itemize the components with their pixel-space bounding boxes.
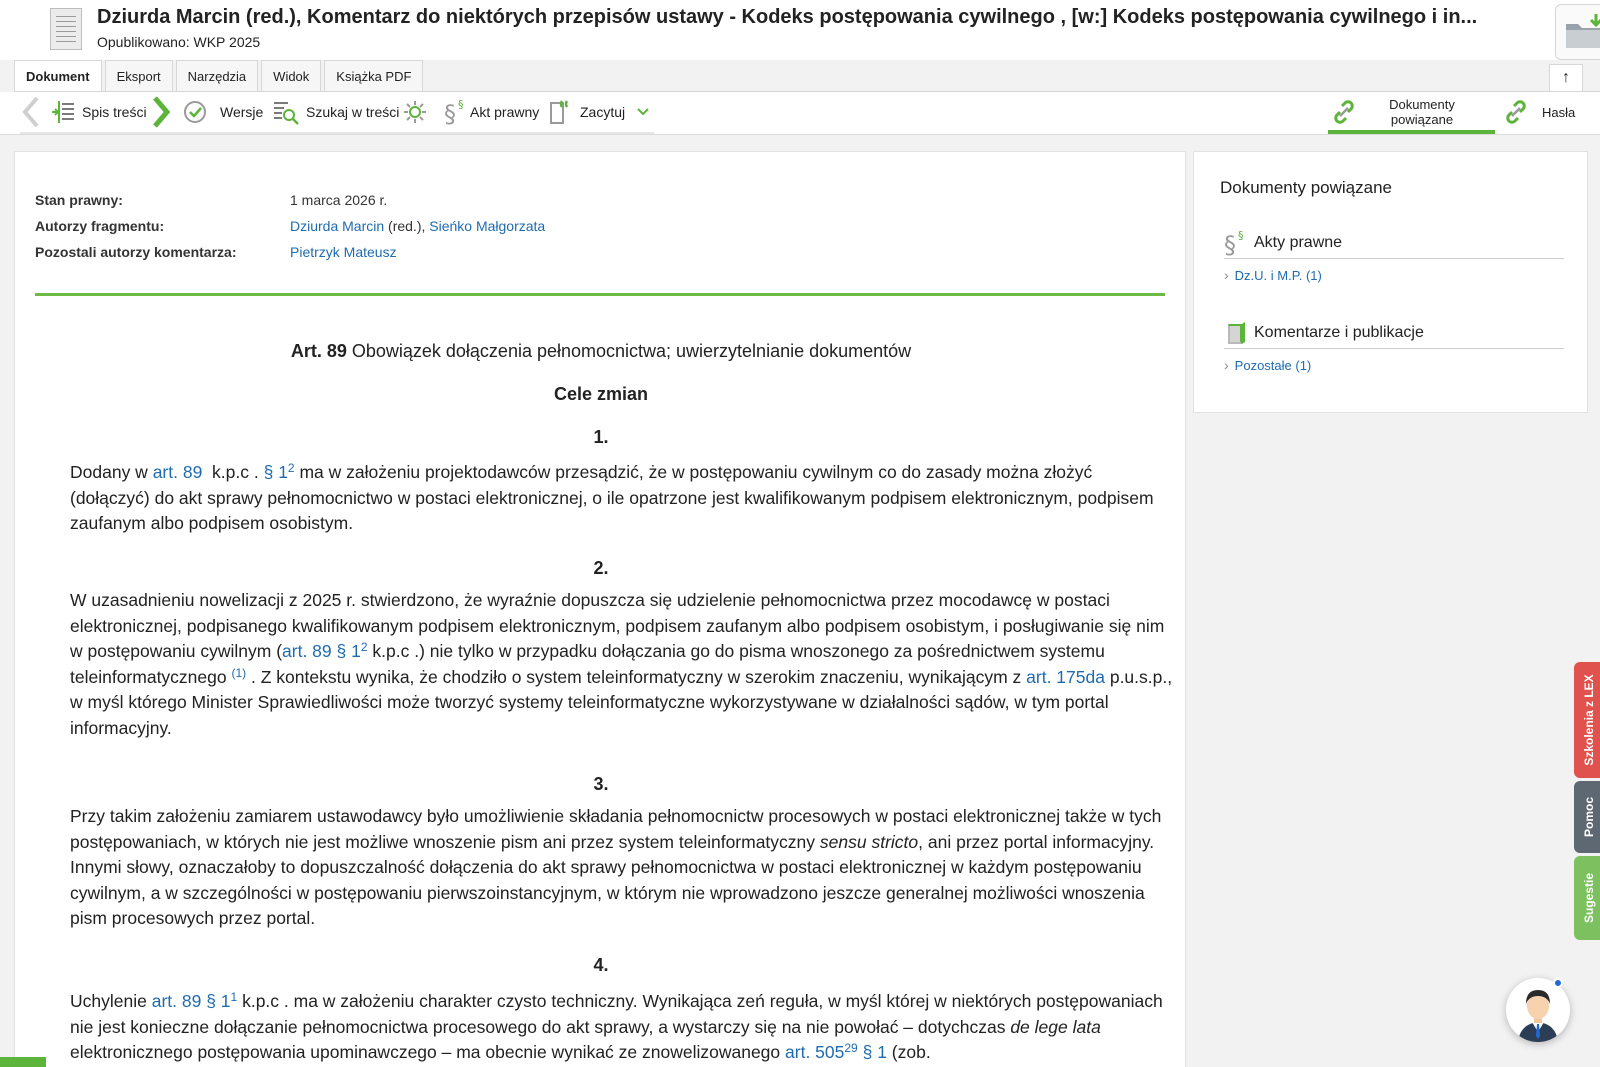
sidebar-item-dzu[interactable] [1224, 267, 1564, 283]
link-icon [1330, 98, 1358, 126]
versions-label: Wersje [220, 104, 264, 120]
folder-button[interactable] [1555, 4, 1600, 60]
section-number: 2. [593, 558, 609, 578]
svg-text:§: § [1238, 228, 1244, 242]
emphasis: sensu stricto [819, 831, 919, 852]
book-icon [1224, 320, 1248, 346]
text: (zob. [886, 1042, 931, 1063]
chevron-left-icon [20, 95, 42, 129]
other-authors-key: Pozostali autorzy komentarza: [35, 244, 237, 260]
highlight-button[interactable] [402, 92, 428, 132]
author-link[interactable]: Pietrzyk Mateusz [290, 244, 397, 260]
search-in-text-button[interactable] [272, 92, 399, 132]
keywords-button[interactable] [1502, 92, 1575, 132]
paragraph-icon [1224, 228, 1248, 258]
help-label: Pomoc [1582, 796, 1596, 838]
toolbar-underline [20, 132, 654, 134]
related-docs-active-indicator [1328, 130, 1495, 134]
search-text-icon [272, 99, 300, 125]
arrow-up-icon: ↑ [1562, 69, 1570, 86]
document-metadata [35, 192, 545, 270]
text: k.p.c . [202, 462, 264, 482]
author-link[interactable]: Sieńko Małgorzata [429, 218, 546, 234]
text: Przy takim założeniu zamiarem ustawodawcy było umożliwienie składania pełnomocnictw procesowych w postaci elektronicznej także w tych postępowaniach, w których nie jest możliwe wnoszenie pism ani przez system teleinformatyczny [70, 806, 1162, 852]
assistant-avatar[interactable] [1506, 978, 1570, 1042]
section-heading: Cele zmian [553, 384, 649, 404]
author-link[interactable]: Dziurda Marcin [290, 218, 385, 234]
document-thumbnail-icon [50, 8, 82, 50]
commentaries-group [1224, 317, 1564, 373]
chevron-right-icon: › [1224, 267, 1229, 283]
paragraph-1 [70, 460, 1175, 537]
versions-button[interactable] [182, 92, 263, 132]
notification-dot [1553, 978, 1563, 988]
text: . Z kontekstu wynika, że chodziło o system teleinformatyczny w szerokim znaczeniu, wynikającym z [246, 666, 1027, 687]
publication-info: Opublikowano: WKP 2025 [97, 34, 261, 50]
legal-acts-label: Akty prawne [1254, 233, 1343, 251]
article-title [15, 341, 1187, 362]
folder-download-icon [1560, 8, 1600, 58]
text: k.p.c . ma w założeniu charakter czysto techniczny. Wynikająca zeń reguła, w myśl której w niektórych postępowaniach nie jest konieczne dołączanie pełnomocnictwa procesowego do akt sprawy, a wystarczy się na nie powołać – dotychczas [70, 991, 1163, 1037]
tab-ksiazka-pdf[interactable]: Książka PDF [324, 60, 423, 91]
other-authors [290, 244, 397, 270]
chevron-right-icon: › [1224, 357, 1229, 373]
clock-check-icon [182, 99, 208, 125]
text: p.u.s.p., w myśl którego Minister Sprawiedliwości może tworzyć systemy teleinformatyczne wykorzystywane w działalności sądów, w tym portal informacyjny. [70, 666, 1173, 738]
legal-status-value: 1 marca 2026 r. [290, 192, 388, 208]
legal-link[interactable]: art. 89 § $1^1$ [151, 990, 238, 1011]
assistant-avatar-icon [1506, 978, 1570, 1042]
search-in-text-label: Szukaj w treści [306, 104, 400, 120]
sidebar-item-label[interactable]: Pozostałe (1) [1234, 357, 1312, 373]
author-role: (red.), [384, 218, 430, 234]
text: , ani przez portal informacyjny. Innymi słowy, oznaczałoby to dopuszczalność dołączenia do akt sprawy pełnomocnictwa w postaci elektronicznej w każdym postępowaniu cywilnym, a w szczególności w postępowaniu pierwszoinstancyjnym, w którym nie wprowadzono jeszcze generalnej możliwości wnoszenia pism procesowych przez portal. [70, 831, 1155, 929]
tab-eksport[interactable]: Eksport [105, 60, 173, 91]
suggestions-tab[interactable] [1574, 856, 1600, 940]
related-documents-panel [1193, 151, 1588, 413]
suggestions-label: Sugestie [1582, 872, 1596, 924]
chevron-right-icon [150, 95, 172, 129]
sidebar-item-label[interactable]: Dz.U. i M.P. (1) [1234, 267, 1322, 283]
related-docs-label-line2: powiązane [1390, 112, 1454, 127]
next-button[interactable] [150, 92, 172, 132]
legal-link[interactable]: art. 89 [152, 462, 203, 482]
legal-status-key: Stan prawny: [35, 192, 123, 208]
legal-link[interactable]: § $1^2$ [263, 461, 295, 482]
chevron-down-icon [635, 104, 651, 120]
tab-widok[interactable]: Widok [261, 60, 321, 91]
corner-indicator [0, 1057, 46, 1067]
document-header [0, 0, 1600, 60]
help-tab[interactable] [1574, 781, 1600, 853]
toc-button[interactable] [50, 92, 147, 132]
legal-act-label: Akt prawny [470, 104, 540, 120]
sidebar-item-other[interactable] [1224, 357, 1564, 373]
section-number: 1. [593, 427, 609, 447]
quote-icon [548, 98, 574, 126]
keywords-label: Hasła [1542, 104, 1576, 120]
paragraph-3 [70, 804, 1175, 932]
main-tabs [14, 60, 426, 91]
scroll-top-button[interactable] [1549, 64, 1583, 91]
document-panel [14, 151, 1186, 1067]
legal-link[interactable]: art. 175da [1026, 666, 1105, 687]
commentaries-label: Komentarze i publikacje [1254, 323, 1424, 341]
related-docs-button[interactable] [1330, 92, 1472, 132]
fragment-authors-key: Autorzy fragmentu: [35, 218, 165, 234]
toolbar [0, 92, 1600, 135]
related-panel-title: Dokumenty powiązane [1220, 178, 1392, 197]
toc-icon [50, 99, 76, 125]
text: ma w założeniu projektodawców przesądzić, że w postępowaniu cywilnym co do zasady można złożyć (dołączyć) do akt sprawy pełnomocnictwo w postaci elektronicznej, o ile opatrzone jest kwalifikowanym podpisem elektronicznym, podpisem zaufanym albo podpisem osobistym. [70, 462, 1154, 534]
section-number: 4. [593, 955, 609, 975]
paragraph-4 [70, 989, 1175, 1066]
legal-act-button[interactable] [444, 92, 539, 132]
metadata-divider [35, 293, 1165, 296]
sun-icon [402, 99, 428, 125]
legal-link[interactable]: art. $505^{29}$ § 1 [785, 1041, 887, 1063]
tab-dokument[interactable]: Dokument [14, 60, 102, 92]
footnote-link[interactable]: (1) [231, 665, 247, 680]
fragment-authors [290, 218, 545, 244]
section-number: 3. [593, 774, 609, 794]
legal-link[interactable]: art. 89 § $1^2$ [282, 640, 368, 662]
training-tab[interactable] [1574, 662, 1600, 778]
text: elektronicznego postępowania upominawczego – ma obecnie wynikać ze znowelizowanego [70, 1042, 786, 1063]
legal-acts-group [1224, 227, 1564, 283]
text: Uchylenie [70, 991, 152, 1011]
svg-text:§: § [458, 98, 464, 111]
paragraph-2 [70, 588, 1175, 742]
article-title-text: Obowiązek dołączenia pełnomocnictwa; uwierzytelnianie dokumentów [346, 341, 912, 361]
tab-narzedzia[interactable]: Narzędzia [176, 60, 259, 91]
svg-text:§: § [444, 100, 456, 127]
paragraph-icon [444, 97, 468, 127]
svg-text:§: § [1224, 230, 1236, 258]
article-number: Art. 89 [290, 341, 347, 361]
toc-label: Spis treści [82, 104, 147, 120]
document-title: Dziurda Marcin (red.), Komentarz do niektórych przepisów ustawy - Kodeks postępowania cywilnego , [w:] Kodeks postępowania cywilnego i in... [97, 6, 1478, 28]
related-docs-label-line1: Dokumenty [1389, 97, 1455, 112]
emphasis: de lege lata [1010, 1016, 1101, 1037]
cite-button[interactable] [548, 92, 651, 132]
text: k.p.c .) nie tylko w przypadku dołączania go do pisma wnoszonego za pośrednictwem systemu teleinformatycznego [70, 641, 1105, 687]
link-icon [1502, 98, 1530, 126]
text: W uzasadnieniu nowelizacji z 2025 r. stwierdzono, że wyraźnie dopuszcza się udzielenie pełnomocnictwa przez mocodawcę w postaci elektronicznej, podpisanego kwalifikowanym podpisem elektronicznym, podpisem zaufanym albo podpisem osobistym, i posługiwanie się nim w postępowaniu cywilnym ( [70, 590, 1165, 662]
prev-button[interactable] [20, 92, 42, 132]
text: Dodany w [70, 462, 153, 482]
training-label: Szkolenia z LEX [1582, 674, 1596, 766]
cite-label: Zacytuj [580, 104, 626, 120]
